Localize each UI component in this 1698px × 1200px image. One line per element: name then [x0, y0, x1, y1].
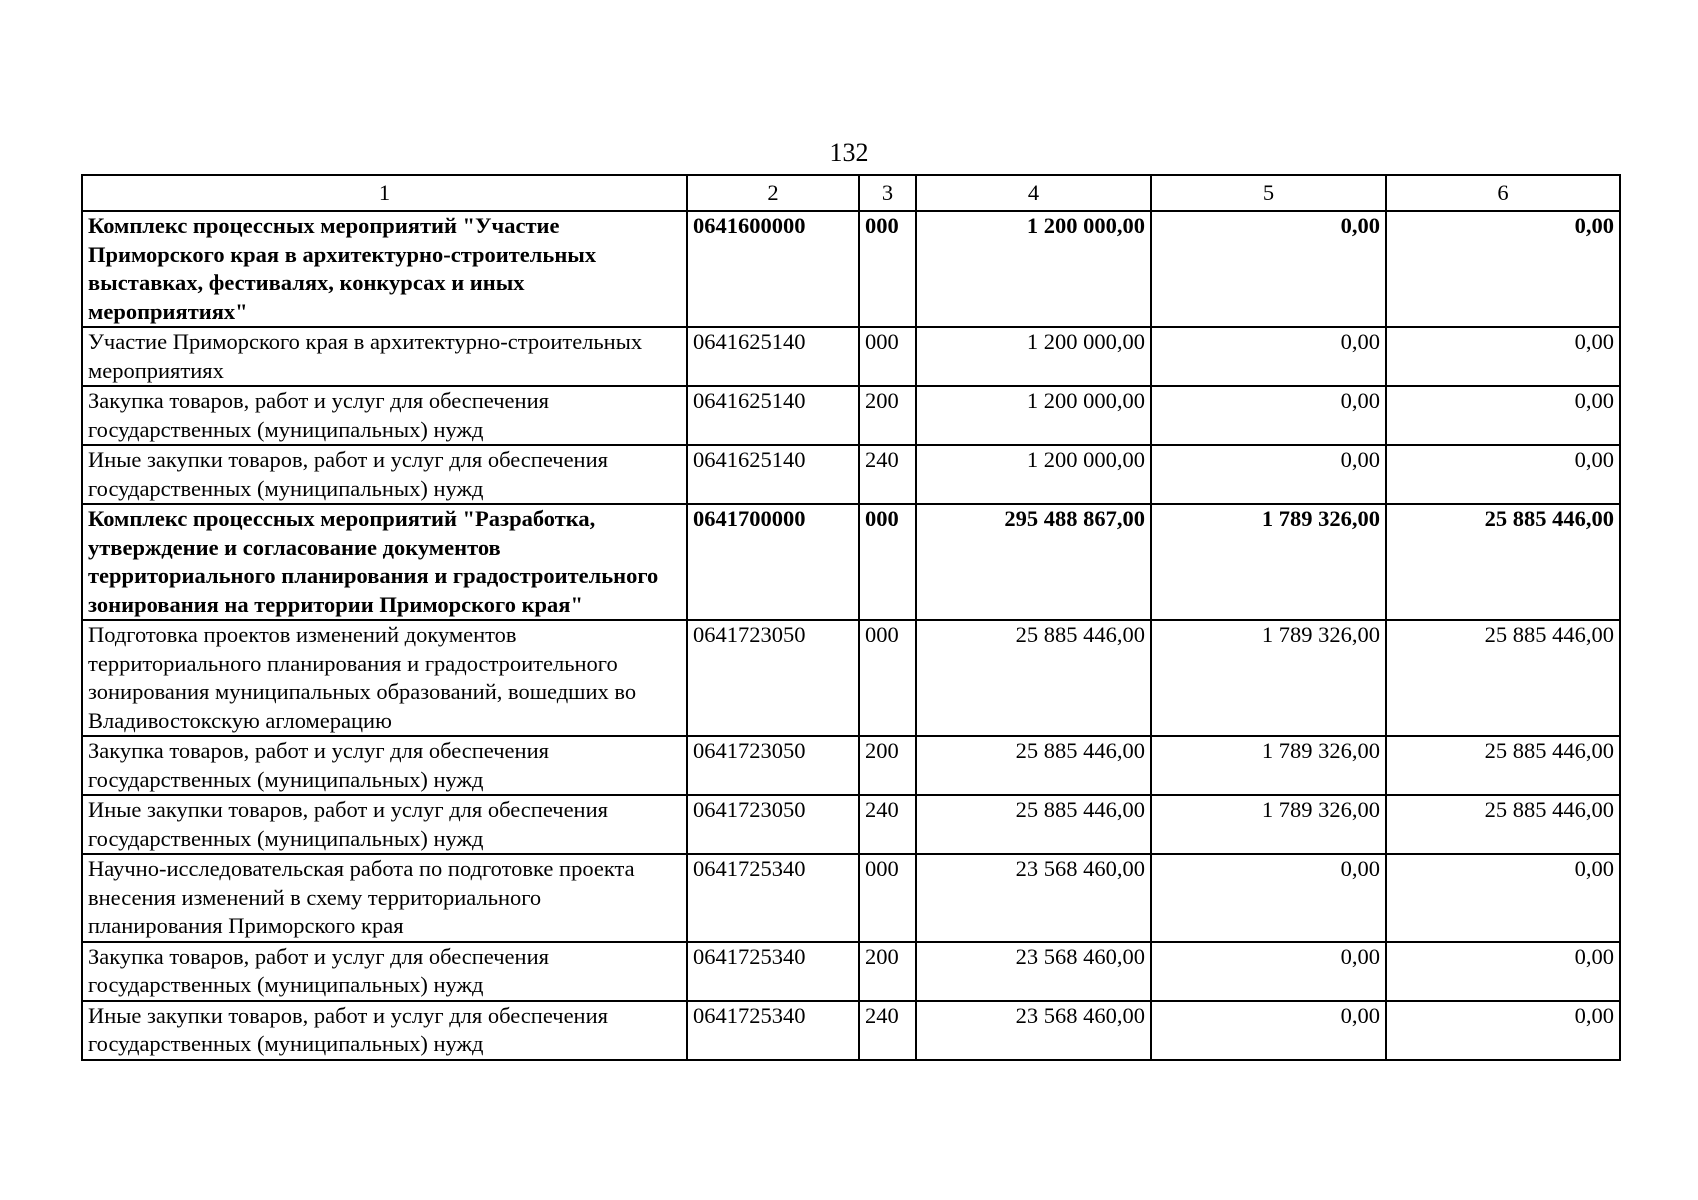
row-code: 0641725340 — [687, 942, 859, 1001]
row-amount-4: 1 200 000,00 — [916, 211, 1151, 327]
row-expense-type: 200 — [859, 736, 916, 795]
column-header-4: 4 — [916, 175, 1151, 211]
row-name: Подготовка проектов изменений документов территориального планирования и градостроительного зонирования муниципальных образований, вошедших во Владивостокскую агломерацию — [82, 620, 687, 736]
row-name: Закупка товаров, работ и услуг для обеспечения государственных (муниципальных) нужд — [82, 386, 687, 445]
row-amount-5: 1 789 326,00 — [1151, 504, 1386, 620]
row-amount-6: 0,00 — [1386, 1001, 1620, 1060]
row-name: Иные закупки товаров, работ и услуг для обеспечения государственных (муниципальных) нужд — [82, 445, 687, 504]
table-row — [82, 327, 1620, 386]
table-row — [82, 795, 1620, 854]
row-amount-6: 25 885 446,00 — [1386, 795, 1620, 854]
row-amount-4: 23 568 460,00 — [916, 942, 1151, 1001]
column-header-5: 5 — [1151, 175, 1386, 211]
row-expense-type: 000 — [859, 620, 916, 736]
row-expense-type: 240 — [859, 795, 916, 854]
row-amount-4: 1 200 000,00 — [916, 445, 1151, 504]
row-name: Комплекс процессных мероприятий "Разработка, утверждение и согласование документов территориального планирования и градостроительного зонирования на территории Приморского края" — [82, 504, 687, 620]
row-amount-5: 0,00 — [1151, 942, 1386, 1001]
table-body — [82, 211, 1620, 1060]
row-amount-5: 1 789 326,00 — [1151, 795, 1386, 854]
table-header-row — [82, 175, 1620, 211]
row-name: Комплекс процессных мероприятий "Участие Приморского края в архитектурно-строительных выставках, фестивалях, конкурсах и иных мероприятиях" — [82, 211, 687, 327]
row-expense-type: 000 — [859, 327, 916, 386]
page-number: 132 — [829, 138, 869, 167]
row-expense-type: 240 — [859, 1001, 916, 1060]
row-code: 0641700000 — [687, 504, 859, 620]
table-row — [82, 386, 1620, 445]
row-code: 0641625140 — [687, 445, 859, 504]
column-header-3: 3 — [859, 175, 916, 211]
row-name: Иные закупки товаров, работ и услуг для обеспечения государственных (муниципальных) нужд — [82, 1001, 687, 1060]
row-name: Участие Приморского края в архитектурно-строительных мероприятиях — [82, 327, 687, 386]
row-amount-5: 0,00 — [1151, 386, 1386, 445]
row-amount-6: 0,00 — [1386, 327, 1620, 386]
row-code: 0641725340 — [687, 1001, 859, 1060]
row-amount-6: 25 885 446,00 — [1386, 736, 1620, 795]
column-header-1: 1 — [82, 175, 687, 211]
row-amount-4: 295 488 867,00 — [916, 504, 1151, 620]
table-row — [82, 854, 1620, 942]
row-amount-4: 1 200 000,00 — [916, 386, 1151, 445]
row-amount-4: 25 885 446,00 — [916, 795, 1151, 854]
table-row — [82, 1001, 1620, 1060]
row-expense-type: 200 — [859, 942, 916, 1001]
row-amount-5: 0,00 — [1151, 1001, 1386, 1060]
row-expense-type: 240 — [859, 445, 916, 504]
budget-table — [81, 174, 1621, 1061]
row-amount-4: 25 885 446,00 — [916, 620, 1151, 736]
row-expense-type: 000 — [859, 854, 916, 942]
row-name: Иные закупки товаров, работ и услуг для обеспечения государственных (муниципальных) нужд — [82, 795, 687, 854]
table-row — [82, 504, 1620, 620]
row-amount-5: 0,00 — [1151, 327, 1386, 386]
row-amount-5: 1 789 326,00 — [1151, 620, 1386, 736]
row-code: 0641723050 — [687, 795, 859, 854]
row-amount-4: 23 568 460,00 — [916, 854, 1151, 942]
row-amount-5: 0,00 — [1151, 211, 1386, 327]
table-row — [82, 445, 1620, 504]
row-code: 0641725340 — [687, 854, 859, 942]
column-header-6: 6 — [1386, 175, 1620, 211]
row-name: Научно-исследовательская работа по подготовке проекта внесения изменений в схему территориального планирования Приморского края — [82, 854, 687, 942]
row-amount-6: 0,00 — [1386, 854, 1620, 942]
row-code: 0641723050 — [687, 620, 859, 736]
row-name: Закупка товаров, работ и услуг для обеспечения государственных (муниципальных) нужд — [82, 942, 687, 1001]
row-amount-6: 0,00 — [1386, 942, 1620, 1001]
row-amount-5: 1 789 326,00 — [1151, 736, 1386, 795]
row-amount-5: 0,00 — [1151, 445, 1386, 504]
row-amount-5: 0,00 — [1151, 854, 1386, 942]
row-amount-6: 0,00 — [1386, 211, 1620, 327]
row-code: 0641600000 — [687, 211, 859, 327]
table-row — [82, 211, 1620, 327]
column-header-2: 2 — [687, 175, 859, 211]
row-amount-4: 23 568 460,00 — [916, 1001, 1151, 1060]
row-amount-4: 25 885 446,00 — [916, 736, 1151, 795]
row-expense-type: 000 — [859, 211, 916, 327]
row-amount-6: 0,00 — [1386, 445, 1620, 504]
row-code: 0641625140 — [687, 386, 859, 445]
row-name: Закупка товаров, работ и услуг для обеспечения государственных (муниципальных) нужд — [82, 736, 687, 795]
row-code: 0641625140 — [687, 327, 859, 386]
row-code: 0641723050 — [687, 736, 859, 795]
table-row — [82, 942, 1620, 1001]
row-amount-6: 25 885 446,00 — [1386, 620, 1620, 736]
table-row — [82, 736, 1620, 795]
row-amount-6: 0,00 — [1386, 386, 1620, 445]
table-row — [82, 620, 1620, 736]
row-expense-type: 000 — [859, 504, 916, 620]
row-amount-4: 1 200 000,00 — [916, 327, 1151, 386]
row-amount-6: 25 885 446,00 — [1386, 504, 1620, 620]
row-expense-type: 200 — [859, 386, 916, 445]
